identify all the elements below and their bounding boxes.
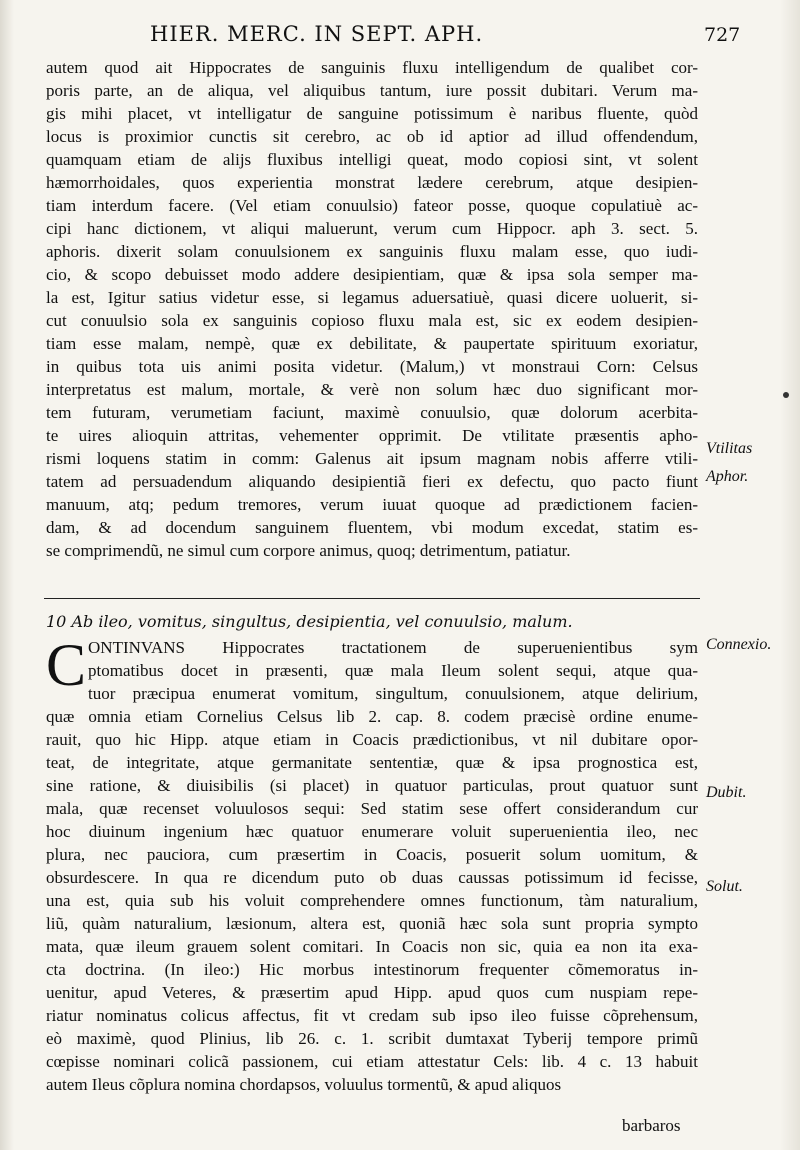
text-line: tiam interdum facere. (Vel etiam conuulsio) fateor posse, quoque copulatiuè ac- xyxy=(46,196,698,215)
text-line: aphoris. dixerit solam conuulsionem ex sanguinis fluxu malam esse, quo iudi- xyxy=(46,242,698,261)
text-line: quamquam etiam de alijs fluxibus intelligi queat, modo copiosi sint, vt solent xyxy=(46,150,698,169)
text-line: se comprimendũ, ne simul cum corpore animus, quoq; detrimentum, patiatur. xyxy=(46,541,571,560)
drop-cap: C xyxy=(46,632,87,698)
margin-note-utilitas: Vtilitas xyxy=(706,440,753,457)
ink-spot xyxy=(783,392,789,398)
text-line: obsurdescere. In qua re dicendum puto ob duas caussas potissimum id fecisse, xyxy=(46,868,698,887)
margin-note-solut: Solut. xyxy=(706,878,743,895)
text-line: poris parte, an de aliqua, vel aliquibus tantum, iure possit dubitari. Verum ma- xyxy=(46,81,698,100)
commentary-text-upper xyxy=(46,56,698,562)
text-line: teat, de integritate, atque germanitate sententiæ, quæ & ipsa prognostica est, xyxy=(46,753,698,772)
text-line: tiam esse malam, nempè, quæ ex debilitate, & paupertate spirituum exoriatur, xyxy=(46,334,698,353)
text-line: cœpisse nominari colicã passionem, cui etiam attestatur Cels: lib. 4 c. 13 habuit xyxy=(46,1052,698,1071)
text-line: cta doctrina. (In ileo:) Hic morbus intestinorum frequenter cõmemoratus in- xyxy=(46,960,698,979)
text-line: autem Ileus cõplura nomina chordapsos, voluulus tormentũ, & apud aliquos xyxy=(46,1075,562,1094)
text-line: uenitur, apud Veteres, & præsertim apud Hipp. apud quos cum nuspiam repe- xyxy=(46,983,698,1002)
text-line: hoc diuinum ingenium hæc quatuor enumerare voluit superuenientia ileo, nec xyxy=(46,822,698,841)
margin-note-connexio: Connexio. xyxy=(706,636,772,653)
text-line: ONTINVANS Hippocrates tractationem de superuenientibus sym xyxy=(88,638,698,657)
text-line: plura, nec pauciora, cum præsertim in Coacis, posuerit solum uomitum, & xyxy=(46,845,698,864)
text-line: rismi loquens statim in comm: Galenus ait ipsum magnam nobis afferre vtili- xyxy=(46,449,698,468)
text-line: interpretatus est malum, mortale, & verè non solum hæc duo significant mor- xyxy=(46,380,698,399)
text-line: tatem ad persuadendum aliquando desipientiã fieri ex defectu, quo pacto fiunt xyxy=(46,472,698,491)
text-line: cipi hanc dictionem, vt aliqui maluerunt, verum cum Hippocr. aph 3. sect. 5. xyxy=(46,219,698,238)
text-line: quæ omnia etiam Cornelius Celsus lib 2. cap. 8. codem præcisè ordine enume- xyxy=(46,707,698,726)
text-line: te uires alioquin attritas, vehementer opprimit. De vtilitate præsentis apho- xyxy=(46,426,698,445)
text-line: in quibus tota uis animi posita videtur. (Malum,) vt monstraui Corn: Celsus xyxy=(46,357,698,376)
page-number: 727 xyxy=(704,24,741,46)
text-line: liũ, quàm naturalium, læsionum, altera est, quoniã hæc sola sunt propria sympto xyxy=(46,914,698,933)
text-line: cut conuulsio sola ex sanguinis copioso fluxu mala est, sic ex eodem desipien- xyxy=(46,311,698,330)
commentary-text-lower xyxy=(46,632,698,1096)
text-line: ptomatibus docet in præsenti, quæ mala Ileum solent sequi, atque qua- xyxy=(88,661,698,680)
text-line: tem futuram, verumetiam faciunt, maximè conuulsio, quæ dolorum acerbita- xyxy=(46,403,698,422)
text-line: una est, quia sub his voluit comprehendere omnes functionum, tàm naturalium, xyxy=(46,891,698,910)
text-line: manuum, atq; pedum tremores, verum iuuat quoque ad prædictionem facien- xyxy=(46,495,698,514)
text-line: mala, quæ recenset voluulosos sequi: Sed statim sese offert considerandum cur xyxy=(46,799,698,818)
text-line: gis mihi placet, vt intelligatur de sanguine potissimum è naribus fluente, quòd xyxy=(46,104,698,123)
text-line: tuor præcipua enumerat vomitum, singultum, conuulsionem, atque delirium, xyxy=(88,684,698,703)
text-line: cio, & scopo debuisset modo addere desipientiam, quæ & ipsa sola semper ma- xyxy=(46,265,698,284)
section-divider xyxy=(44,598,700,599)
text-line: dam, & ad docendum sanguinem fluentem, vbi modum excedat, statim es- xyxy=(46,518,698,537)
text-line: riatur nominatus colicus affectus, fit vt credam sub ipso ileo fuisse cõprehensum, xyxy=(46,1006,698,1025)
text-line: rauit, quo hic Hipp. atque etiam in Coacis prædictionibus, vt nil dubitare opor- xyxy=(46,730,698,749)
running-title: HIER. MERC. IN SEPT. APH. xyxy=(150,22,484,46)
catchword: barbaros xyxy=(622,1116,681,1135)
margin-note-aphor: Aphor. xyxy=(706,468,749,485)
text-line: la est, Igitur satius videtur esse, si legamus aduersatiuè, quasi dicere uoluerit, si- xyxy=(46,288,698,307)
aphorism-heading: 10 Ab ileo, vomitus, singultus, desipientia, vel conuulsio, malum. xyxy=(46,612,573,631)
text-line: locus is proximior cunctis sit cerebro, ac ob id aptior ad illud offendendum, xyxy=(46,127,698,146)
text-line: sine ratione, & diuisibilis (si placet) in quatuor particulas, prout quatuor sunt xyxy=(46,776,698,795)
text-line: autem quod ait Hippocrates de sanguinis fluxu intelligendum de qualibet cor- xyxy=(46,58,698,77)
text-line: mata, quæ ileum grauem solent comitari. In Coacis non sic, quia ea non ita exa- xyxy=(46,937,698,956)
text-line: hæmorrhoidales, quos experientia monstrat lædere cerebrum, atque desipien- xyxy=(46,173,698,192)
text-line: eò maximè, quod Plinius, lib 26. c. 1. scribit dumtaxat Tyberij tempore primũ xyxy=(46,1029,698,1048)
margin-note-dubit: Dubit. xyxy=(706,784,747,801)
